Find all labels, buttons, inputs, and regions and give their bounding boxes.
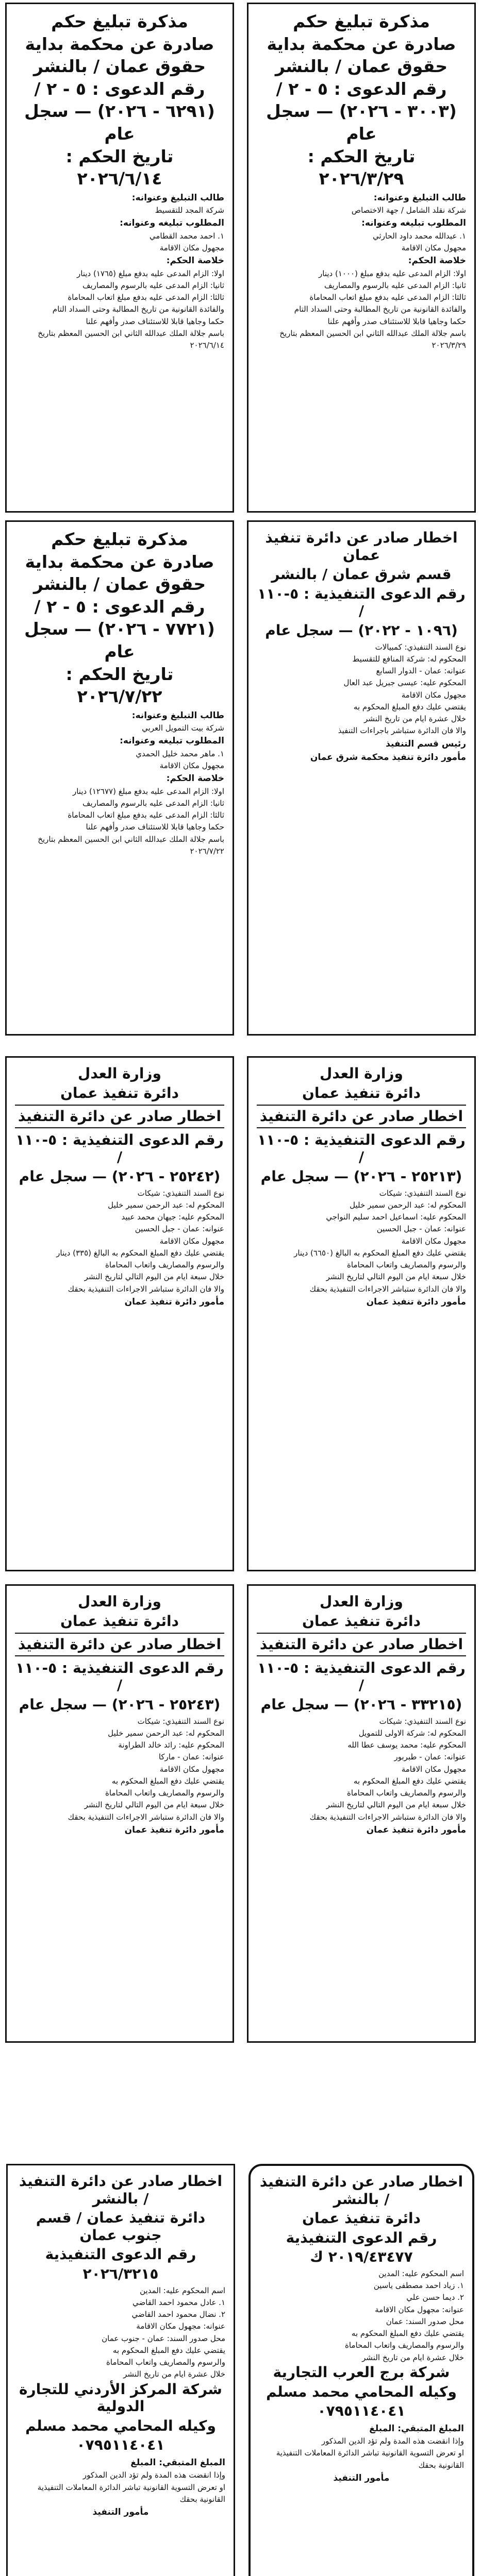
body-line: القانونية بحقك [179,2494,225,2504]
execution-notice [247,1584,476,2043]
notice-court-location: حقوق عمان / بالنشر [33,56,206,77]
creditor-lawyer: وكيله المحامي محمد مسلم [25,2417,216,2434]
notice-court: صادرة عن محكمة بداية [25,551,214,572]
body-line: خلال عشرة ايام من تاريخ النشر [123,2369,225,2379]
body-line: نوع السند التنفيذي: كمبيالات [375,642,466,652]
case-number: (١٠٩٦ - ٢٠٢٢) — سجل عام [265,621,458,639]
body-line: خلال سبعة ايام من اليوم التالي لتاريخ النشر [326,1272,466,1282]
ministry-title: وزارة العدل [78,1593,161,1610]
body-line: يقتضي عليك دفع المبلغ المحكوم به البالغ (٣٣٥) دينار [56,1248,224,1258]
body-line: خلال سبعة ايام من اليوم التالي لتاريخ النشر [84,1272,224,1282]
case-number: (٣٣٢١٥ - ٢٠٢٦) — سجل عام [260,1696,462,1713]
department-title: دائرة تنفيذ عمان [60,1612,179,1630]
body-line: اولا: الزام المدعى عليه بدفع مبلغ (١٧٦٥) دينار [77,268,224,278]
ministry-title: وزارة العدل [320,1593,403,1610]
notice-court: صادرة عن محكمة بداية [25,33,214,54]
body-line: رئيس قسم التنفيذ [386,738,466,749]
body-line: مجهول مكان الاقامة [159,1236,224,1246]
body-line: ١. زياد احمد مصطفى ياسين [373,2281,464,2291]
body-line: المحكوم عليه: اسماعيل احمد سليم النواجي [326,1212,466,1222]
body-line: حكما وجاهيا قابلا للاستئناف صدر وأفهم علنا [327,316,466,326]
body-line: مأمور التنفيذ [92,2507,149,2518]
notice-title: اخطار صادر عن دائرة التنفيذ [15,1105,224,1128]
body-line: ١. ماهر محمد خليل الحمدي [136,749,224,758]
case-number: (٢٥٢٤٣ - ٢٠٢٦) — سجل عام [19,1696,221,1713]
notice-body [16,2285,225,2381]
body-line: ٢. نضال محمود احمد القاضي [131,2310,225,2319]
body-line: والرسوم والمصاريف واتعاب المحاماة [106,2358,225,2367]
notice-title: اخطار صادر عن دائرة التنفيذ [257,1105,466,1128]
case-registry: عام [104,641,135,662]
case-number: ٢٠٢٦/٣٢١٥ [82,2265,159,2282]
body-line: وإذا انقضت هذه المدة ولم تؤد الدين المذكور [321,2436,464,2446]
body-line: ثانيا: الزام المدعى عليه بالرسوم والمصاريف [82,798,224,808]
body-line: والفائدة القانونية من تاريخ المطالبة وحتى السداد التام [52,304,224,314]
body-line: نوع السند التنفيذي: شيكات [137,1716,224,1726]
body-line: خلال سبعة ايام من اليوم التالي لتاريخ النشر [84,1800,224,1810]
body-line: محل صدور السند: عمان [386,2316,464,2326]
body-line: والا فان الدائرة ستباشر الاجراءات التنفيذية بحقك [309,1812,466,1822]
notice-body [257,191,466,352]
body-line: مأمور التنفيذ [333,2472,390,2483]
body-line: مجهول مكان الاقامة [159,1764,224,1774]
notice-court-location: حقوق عمان / بالنشر [33,574,206,595]
body-line: طالب التبليغ وعنوانه: [373,192,466,203]
notice-court: صادرة عن محكمة بداية [267,33,456,54]
ministry-title: وزارة العدل [78,1065,161,1082]
body-line: ثالثا: الزام المدعى عليه بدفع مبلغ اتعاب المحاماة [68,293,224,302]
body-line: عنوانه: عمان - طبربور [394,1752,466,1762]
body-line: خلال عشرة ايام من تاريخ النشر [362,2352,464,2362]
ministry-title: وزارة العدل [320,1065,403,1082]
case-registry: عام [104,123,135,144]
notice-title: اخطار صادر عن دائرة التنفيذ [15,1633,224,1656]
body-line: مجهول مكان الاقامة [159,760,224,770]
body-line: ١. عبدالله محمد داود الحارثي [373,231,466,241]
case-number: ٢٠١٩/٤٣٤٧٧ ك [310,2248,413,2266]
notice-body [259,2268,464,2364]
notice-title: اخطار صادر عن دائرة التنفيذ / بالنشر [259,2173,463,2208]
judgment-date: ٢٠٢٦/٧/٢٢ [77,686,162,707]
body-line: والا فان الدائرة ستباشر الاجراءات التنفيذية بحقك [68,1284,224,1294]
body-line: نوع السند التنفيذي: شيكات [137,1188,224,1198]
body-line: وإذا انقضت هذه المدة ولم تؤد الدين المذكور [82,2470,225,2480]
lawyer-phone: ٠٧٩٥١١٤٠٤١ [317,2402,406,2420]
notice-court-location: حقوق عمان / بالنشر [275,56,448,77]
notice-body [257,641,466,765]
judgment-date-label: تاريخ الحكم : [65,146,174,166]
body-line: عنوانه: عمان - ماركا [158,1752,224,1762]
body-line: والرسوم والمصاريف واتعاب المحاماة [105,1788,224,1798]
case-number-label: رقم الدعوى : ٥ - ٢ / [276,78,447,99]
body-line: باسم جلالة الملك عبدالله الثاني ابن الحسين المعظم بتاريخ ٢٠٢٦/٦/١٤ [38,328,224,350]
notice-body [257,1716,466,1837]
body-line: المطلوب تبليغه وعنوانه: [120,218,224,229]
judgment-date-label: تاريخ الحكم : [65,664,174,684]
body-line: عنوانه: عمان - جبل الحسين [376,1224,466,1234]
body-line: والا فان الدائرة ستباشر الاجراءات التنفيذية بحقك [68,1812,224,1822]
body-line: او تعرض التسوية القانونية تباشر الدائرة المعاملات التنفيذية [276,2448,464,2458]
body-line: او تعرض التسوية القانونية تباشر الدائرة المعاملات التنفيذية [37,2482,225,2492]
body-line: اسم المحكوم عليه: المدين [140,2285,225,2295]
body-line: يقتضي عليك دفع المبلغ المحكوم به [112,2345,225,2355]
lawyer-phone: ٠٧٩٥١١٤٠٤١ [76,2436,165,2454]
body-line: والرسوم والمصاريف واتعاب المحاماة [345,2341,464,2350]
notice-body [15,1188,224,1309]
body-line: محل صدور السند: عمان - جنوب عمان [102,2333,225,2343]
body-line: باسم جلالة الملك عبدالله الثاني ابن الحسين المعظم بتاريخ ٢٠٢٦/٣/٢٩ [279,328,466,350]
judgment-date: ٢٠٢٦/٣/٢٩ [319,168,404,189]
notice-title: اخطار صادر عن دائرة التنفيذ [257,1633,466,1656]
body-line: مأمور دائرة تنفيذ عمان [124,1824,224,1835]
department-title: دائرة تنفيذ عمان [302,1084,421,1101]
body-line: المحكوم عليه: عيسى جبريل عبد العال [343,678,466,688]
creditor-company: شركة برج العرب التجارية [273,2363,450,2381]
body-line: مجهول مكان الاقامة [401,1764,466,1774]
body-line: شركة بيت التمويل العربي [142,723,224,733]
judgment-date-label: تاريخ الحكم : [307,146,416,166]
body-line: شركة المجد للتقسيط [155,206,224,215]
body-line: المحكوم له: شركة المنافع للتقسيط [352,654,466,664]
body-line: خلاصة الحكم: [166,256,224,266]
body-line: ثانيا: الزام المدعى عليه بالرسوم والمصاريف [82,280,224,290]
body-line: ثالثا: الزام المدعى عليه بدفع مبلغ اتعاب المحاماة [309,293,466,302]
body-line: مأمور دائرة تنفيذ محكمة شرق عمان [310,752,466,762]
case-number-label: رقم الدعوى : ٥ - ٢ / [34,78,205,99]
body-line: المبلغ المتبقي: المبلغ [369,2423,464,2434]
notice-title: مذكرة تبليغ حكم [51,529,188,549]
body-line: ١. احمد محمد القطامي [149,231,224,241]
body-line: مأمور دائرة تنفيذ عمان [124,1296,224,1307]
body-line: يقتضي عليك دفع المبلغ المحكوم به [353,702,466,711]
body-line: مجهول مكان الاقامة [159,243,224,252]
body-line: المحكوم عليه: محمد يوسف عطا الله [347,1740,466,1750]
body-line: خلاصة الحكم: [408,256,466,266]
notice-footer [259,2422,464,2485]
case-number-label: رقم الدعوى التنفيذية : ٥-١١٠ / [257,1659,466,1694]
body-line: شركة نقلد الشامل / جهة الاختصاص [351,206,466,215]
body-line: خلاصة الحكم: [166,773,224,784]
body-line: مجهول مكان الاقامة [401,690,466,700]
notice-title: مذكرة تبليغ حكم [293,11,430,31]
notice-body [257,1188,466,1309]
body-line: طالب التبليغ وعنوانه: [131,710,224,721]
case-registry: عام [346,123,377,144]
body-line: والا فان الدائرة ستباشر باجراءات التنفيذ [338,726,466,736]
execution-notice [5,1056,234,1571]
execution-notice [247,1056,476,1571]
creditor-lawyer: وكيله المحامي محمد مسلم [266,2383,457,2400]
judgment-date: ٢٠٢٦/٦/١٤ [77,168,162,189]
body-line: القانونية بحقك [418,2460,464,2470]
body-line: خلال عشرة ايام من تاريخ النشر [364,714,466,724]
body-line: مجهول مكان الاقامة [401,243,466,252]
creditor-company: شركة المركز الأردني للتجارة الدولية [19,2380,222,2415]
body-line: المبلغ المتبقي: المبلغ [130,2457,225,2468]
body-line: مأمور دائرة تنفيذ عمان [366,1296,466,1307]
case-number: (٦٢٩١ - ٢٠٢٦) — سجل [24,101,215,122]
body-line: طالب التبليغ وعنوانه: [131,192,224,203]
body-line: نوع السند التنفيذي: شيكات [379,1716,466,1726]
notice-body [15,191,224,352]
case-number: (٣٠٠٣ - ٢٠٢٦) — سجل [266,101,457,122]
court-notice-judgment [5,520,234,1036]
body-line: ثانيا: الزام المدعى عليه بالرسوم والمصاريف [324,280,466,290]
body-line: اسم المحكوم عليه: المدين [378,2268,464,2278]
body-line: باسم جلالة الملك عبدالله الثاني ابن الحسين المعظم بتاريخ ٢٠٢٦/٧/٢٢ [38,834,224,856]
case-number-label: رقم الدعوى التنفيذية : ٥-١١٠ / [257,1131,466,1166]
body-line: خلال سبعة ايام من اليوم التالي لتاريخ النشر [326,1800,466,1810]
body-line: عنوانه: عمان - الدوار السابع [376,666,466,676]
body-line: مجهول مكان الاقامة [401,1236,466,1246]
body-line: والا فان الدائرة ستباشر الاجراءات التنفيذية بحقك [309,1284,466,1294]
case-number-label: رقم الدعوى التنفيذية [286,2229,437,2246]
body-line: المطلوب تبليغه وعنوانه: [120,736,224,747]
body-line: المحكوم له: عبد الرحمن سمير خليل [108,1728,224,1738]
notice-body [15,709,224,857]
body-line: عنوانه: مجهول مكان الاقامة [136,2321,225,2331]
body-line: ثالثا: الزام المدعى عليه بدفع مبلغ اتعاب المحاماة [68,810,224,820]
body-line: والرسوم والمصاريف واتعاب المحاماة [105,1260,224,1270]
body-line: مأمور دائرة تنفيذ عمان [366,1824,466,1835]
body-line: المحكوم له: عبد الرحمن سمير خليل [108,1200,224,1210]
case-number-label: رقم الدعوى التنفيذية : ٥-١١٠ / [15,1659,224,1694]
case-number-label: رقم الدعوى التنفيذية : ٥-١١٠ / [15,1131,224,1166]
department-title: دائرة تنفيذ عمان [60,1084,179,1101]
department-title: دائرة تنفيذ عمان [302,1612,421,1630]
body-line: حكما وجاهيا قابلا للاستئناف صدر وأفهم علنا [86,822,224,832]
body-line: المحكوم له: عبد الرحمن سمير خليل [350,1200,466,1210]
notice-title: اخطار صادر عن دائرة التنفيذ / بالنشر [19,2173,223,2207]
execution-notice-publication [6,2164,235,2576]
body-line: يقتضي عليك دفع المبلغ المحكوم به [111,1776,224,1786]
case-number-label: رقم الدعوى : ٥ - ٢ / [34,596,205,617]
execution-notice-publication [248,2164,474,2576]
body-line: المحكوم عليه: جيهان محمد عبيد [121,1212,224,1222]
body-line: المحكوم عليه: رائد خالد الطراونة [118,1740,224,1750]
body-line: يقتضي عليك دفع المبلغ المحكوم به [351,2329,464,2338]
notice-body [15,1716,224,1837]
case-number-label: رقم الدعوى التنفيذية : ٥-١١٠ / [257,585,466,620]
body-line: ٢. ديما حسن علي [406,2293,464,2302]
case-number: (٧٧٢١ - ٢٠٢٦) — سجل [24,619,215,639]
case-number: (٢٥٢١٣ - ٢٠٢٦) — سجل عام [260,1167,462,1185]
notice-footer [16,2456,225,2519]
department-title: دائرة تنفيذ عمان / قسم جنوب عمان [36,2209,206,2244]
body-line: والفائدة القانونية من تاريخ المطالبة وحتى السداد التام [294,304,466,314]
body-line: والرسوم والمصاريف واتعاب المحاماة [347,1260,466,1270]
notice-title: اخطار صادر عن دائرة تنفيذ عمان [265,529,458,564]
body-line: يقتضي عليك دفع المبلغ المحكوم به [353,1776,466,1786]
body-line: عنوانه: عمان - جبل الحسين [135,1224,224,1234]
notice-court-location: قسم شرق عمان / بالنشر [271,566,452,583]
body-line: اولا: الزام المدعى عليه بدفع مبلغ (١٢٦٧٧) دينار [72,786,224,796]
body-line: عنوانه: مجهول مكان الاقامة [375,2304,464,2314]
case-number: (٢٥٢٤٢ - ٢٠٢٦) — سجل عام [19,1167,221,1185]
body-line: نوع السند التنفيذي: شيكات [379,1188,466,1198]
body-line: والرسوم والمصاريف واتعاب المحاماة [347,1788,466,1798]
court-notice-judgment [5,3,234,513]
execution-notice [5,1584,234,2043]
body-line: حكما وجاهيا قابلا للاستئناف صدر وأفهم علنا [86,316,224,326]
notice-title: مذكرة تبليغ حكم [51,11,188,31]
execution-notice [247,520,476,1036]
body-line: يقتضي عليك دفع المبلغ المحكوم به البالغ (٦٦٥٠) دينار [294,1248,466,1258]
body-line: ١. عادل محمود احمد القاضي [132,2297,225,2307]
body-line: المحكوم له: شركة الاولى للتمويل [358,1728,466,1738]
case-number-label: رقم الدعوى التنفيذية [45,2246,196,2263]
body-line: اولا: الزام المدعى عليه بدفع مبلغ (١٠٠٠) دينار [319,268,466,278]
department-title: دائرة تنفيذ عمان [302,2210,421,2227]
court-notice-judgment [247,3,476,513]
body-line: المطلوب تبليغه وعنوانه: [361,218,466,229]
